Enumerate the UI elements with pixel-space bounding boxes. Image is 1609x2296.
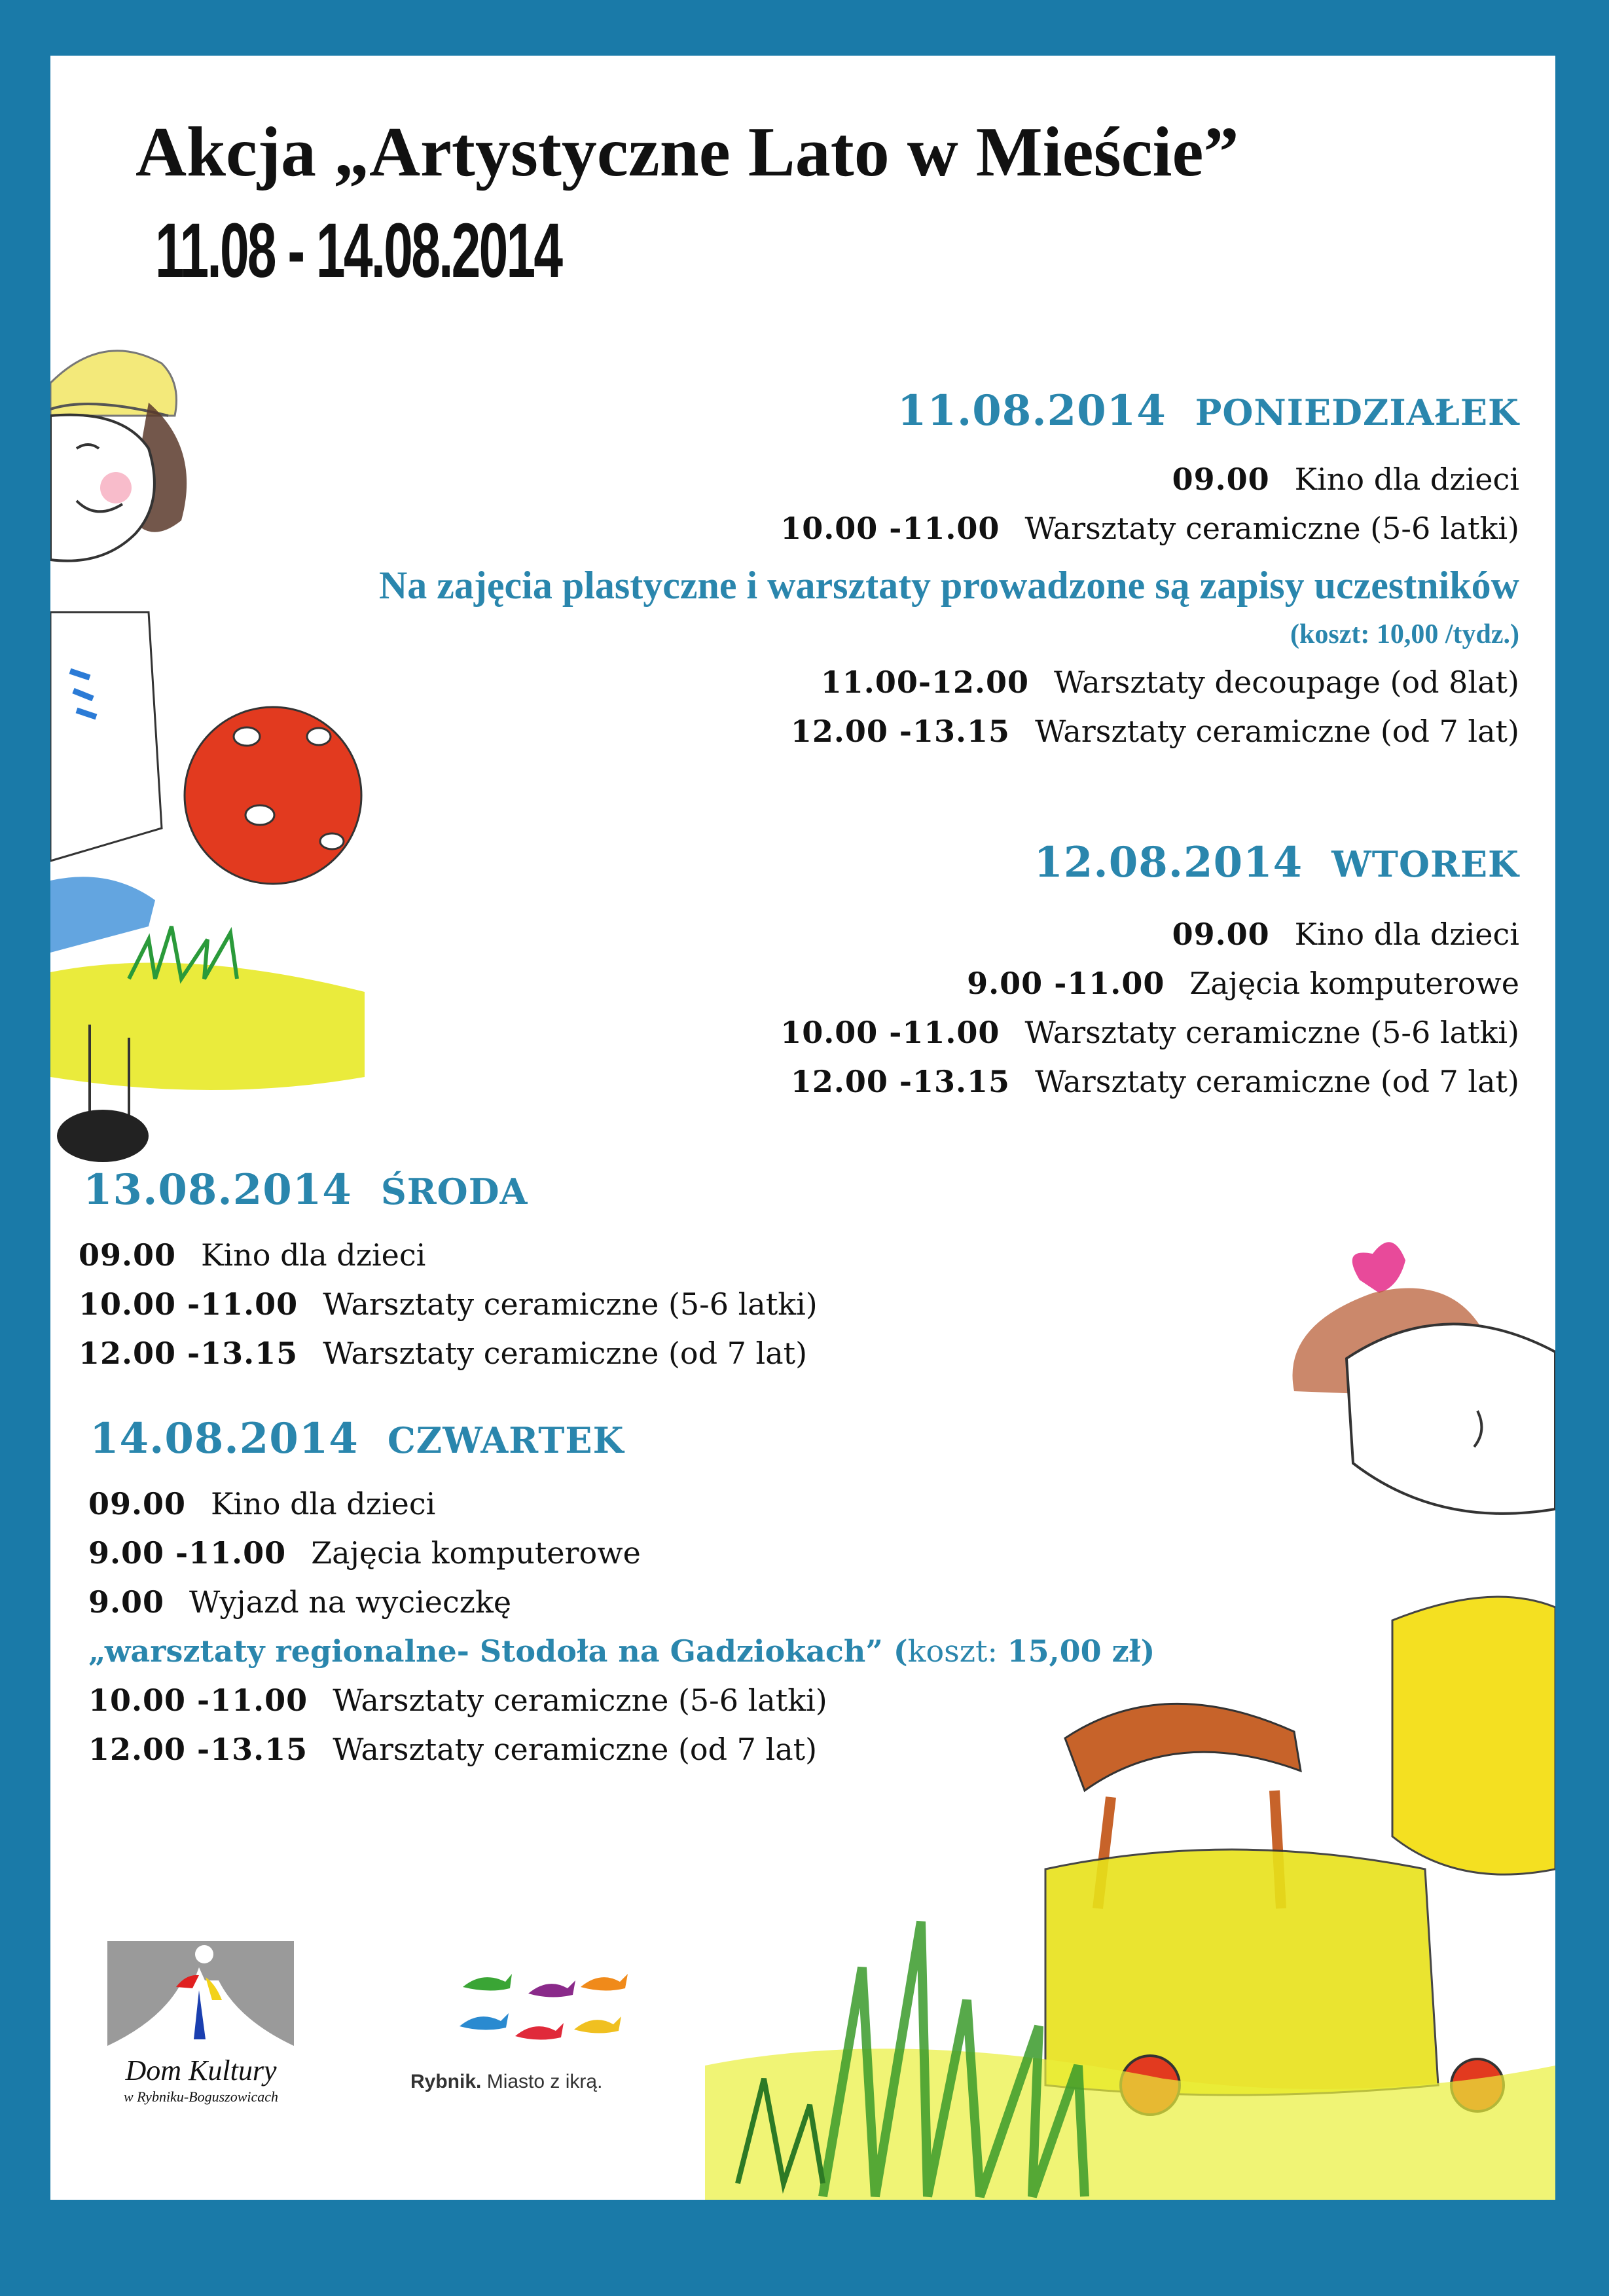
schedule-row: 09.00 Kino dla dzieci bbox=[79, 1237, 426, 1273]
schedule-row: 10.00 -11.00 Warsztaty ceramiczne (5-6 latki) bbox=[780, 511, 1519, 546]
registration-cost: (koszt: 10,00 /tydz.) bbox=[1290, 619, 1519, 649]
child-with-ball-illustration bbox=[50, 304, 365, 1182]
dom-kultury-place: w Rybniku-Boguszowicach bbox=[123, 2088, 279, 2105]
day-date: 14.08.2014 bbox=[90, 1414, 359, 1463]
schedule-row: 12.00 -13.15 Warsztaty ceramiczne (od 7 lat) bbox=[79, 1336, 808, 1371]
rybnik-caption bbox=[410, 2071, 607, 2093]
rybnik-name: Rybnik. bbox=[410, 2071, 482, 2092]
rybnik-logo bbox=[410, 1967, 607, 2093]
schedule-row: 09.00 Kino dla dzieci bbox=[1172, 917, 1519, 952]
dom-kultury-name: Dom Kultury bbox=[125, 2054, 277, 2086]
day-date: 12.08.2014 bbox=[1034, 838, 1303, 887]
day-date: 11.08.2014 bbox=[897, 386, 1166, 435]
schedule-monday bbox=[780, 455, 1519, 553]
day-name: WTOREK bbox=[1331, 843, 1519, 885]
schedule-tuesday bbox=[780, 910, 1519, 1106]
dom-kultury-logo bbox=[103, 1941, 299, 2105]
poster-title: Akcja „Artystyczne Lato w Mieście” bbox=[136, 113, 1239, 191]
trip-note: „warsztaty regionalne- Stodoła na Gadziokach” (koszt: 15,00 zł) bbox=[88, 1633, 1155, 1669]
dom-kultury-mark bbox=[107, 1941, 294, 2046]
schedule-row: 11.00-12.00 Warsztaty decoupage (od 8lat) bbox=[820, 665, 1519, 700]
day-header-wednesday bbox=[83, 1165, 528, 1214]
schedule-row: 09.00 Kino dla dzieci bbox=[88, 1486, 436, 1522]
schedule-row: 9.00 Wyjazd na wycieczkę bbox=[88, 1584, 512, 1620]
schedule-row: 09.00 Kino dla dzieci bbox=[1172, 462, 1519, 497]
schedule-row: 10.00 -11.00 Warsztaty ceramiczne (5-6 latki) bbox=[780, 1015, 1519, 1050]
day-header-thursday bbox=[90, 1414, 624, 1463]
day-name: CZWARTEK bbox=[387, 1419, 624, 1461]
schedule-row: 12.00 -13.15 Warsztaty ceramiczne (od 7 lat) bbox=[790, 714, 1519, 749]
schedule-row: 12.00 -13.15 Warsztaty ceramiczne (od 7 lat) bbox=[790, 1064, 1519, 1099]
day-header-monday bbox=[897, 386, 1519, 435]
schedule-row: 10.00 -11.00 Warsztaty ceramiczne (5-6 latki) bbox=[88, 1683, 827, 1718]
schedule-row: 9.00 -11.00 Zajęcia komputerowe bbox=[967, 966, 1519, 1001]
day-name: PONIEDZIAŁEK bbox=[1195, 392, 1519, 433]
registration-note: Na zajęcia plastyczne i warsztaty prowadzone są zapisy uczestników bbox=[378, 564, 1519, 607]
poster bbox=[50, 56, 1555, 2200]
schedule-row: 10.00 -11.00 Warsztaty ceramiczne (5-6 latki) bbox=[79, 1286, 818, 1322]
rybnik-slogan: Miasto z ikrą. bbox=[486, 2071, 603, 2092]
day-name: ŚRODA bbox=[380, 1171, 528, 1212]
day-header-tuesday bbox=[1034, 838, 1519, 887]
rybnik-fish-mark bbox=[456, 1967, 633, 2052]
date-range: 11.08 - 14.08.2014 bbox=[155, 208, 562, 294]
schedule-row: 9.00 -11.00 Zajęcia komputerowe bbox=[88, 1535, 641, 1571]
schedule-thursday bbox=[88, 1480, 1155, 1774]
day-date: 13.08.2014 bbox=[83, 1165, 352, 1214]
schedule-wednesday bbox=[79, 1231, 818, 1378]
schedule-row: 12.00 -13.15 Warsztaty ceramiczne (od 7 lat) bbox=[88, 1732, 818, 1767]
schedule-monday-after bbox=[791, 658, 1519, 756]
